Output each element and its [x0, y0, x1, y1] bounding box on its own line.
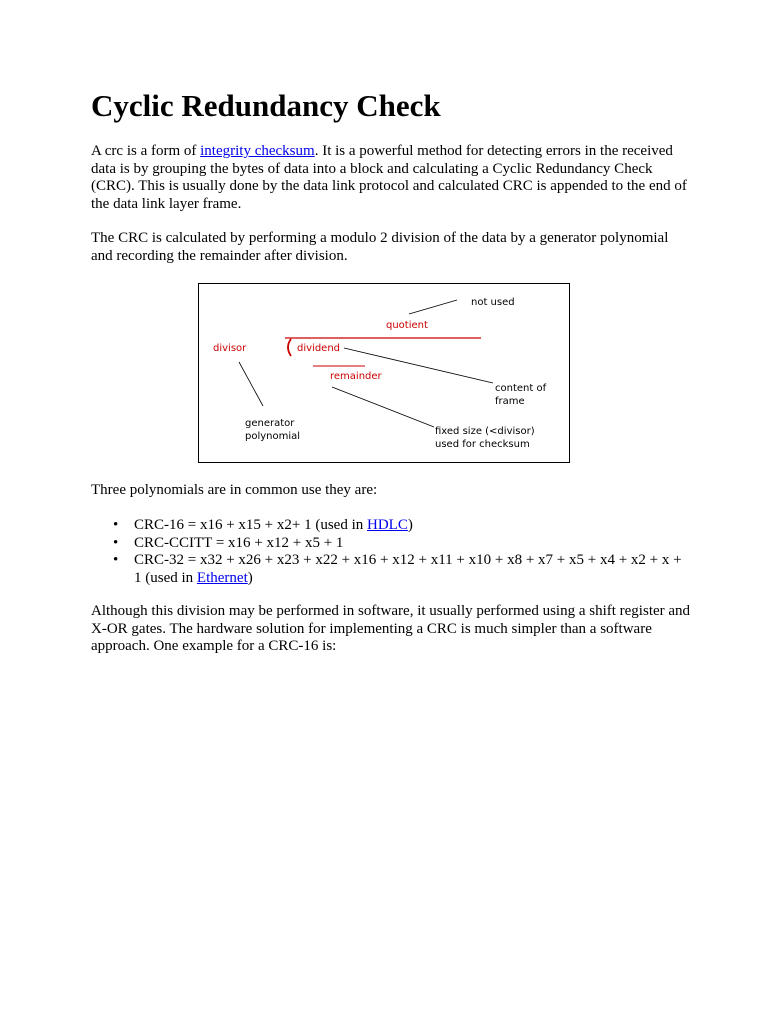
label-quotient: quotient — [386, 320, 428, 331]
crc32-close: ) — [247, 569, 253, 586]
label-divisor: divisor — [213, 343, 247, 354]
intro-text-after-link: . It is a powerful method for detecting errors in the received data is by grouping the bytes of data into a block and calculating a Cyclic Redundancy Check (CRC). This is usually done by the data link protocol and calculated CRC is appended to the end of the data link layer frame. — [91, 143, 687, 212]
intro-paragraph — [91, 143, 691, 213]
label-fixed-size — [435, 425, 535, 451]
generator-pointer — [239, 362, 263, 406]
label-generator-line2: polynomial — [245, 431, 301, 442]
not-used-pointer — [409, 300, 457, 314]
label-content-line1: content of — [495, 383, 547, 394]
fixed-size-pointer — [332, 387, 434, 427]
label-fixed-line2: used for checksum — [435, 439, 530, 450]
label-dividend: dividend — [297, 343, 341, 354]
crc16-close: ) — [407, 517, 413, 533]
bullet-icon: • — [113, 552, 119, 568]
crc16-text: CRC-16 = x16 + x15 + x2+ 1 (used in — [134, 517, 368, 533]
polynomial-list — [113, 517, 683, 587]
label-remainder: remainder — [330, 371, 382, 382]
division-bracket — [288, 339, 291, 356]
bullet-icon: • — [113, 517, 119, 533]
integrity-checksum-link[interactable]: integrity checksum — [200, 143, 315, 159]
ethernet-link[interactable]: Ethernet — [196, 569, 248, 586]
label-generator-line1: generator — [245, 418, 295, 429]
label-generator-polynomial — [245, 417, 300, 443]
polynomials-intro: Three polynomials are in common use they are: — [91, 482, 378, 498]
label-content-line2: frame — [495, 396, 525, 407]
list-item — [113, 535, 683, 553]
page-title: Cyclic Redundancy Check — [91, 88, 441, 123]
list-item — [113, 552, 683, 587]
ccitt-text: CRC-CCITT = x16 + x12 + x5 + 1 — [134, 534, 344, 551]
crc-calculation-paragraph: The CRC is calculated by performing a modulo 2 division of the data by a generator polynomial and recording the remainder after division. — [91, 230, 669, 264]
crc32-text: CRC-32 = x32 + x26 + x23 + x22 + x16 + x12 + x11 + x10 + x8 + x7 + x5 + x4 + x2 + x + 1 (used in — [134, 552, 682, 586]
label-fixed-line1: fixed size (<divisor) — [435, 426, 535, 437]
crc-division-diagram — [198, 283, 570, 463]
hdlc-link[interactable]: HDLC — [367, 517, 408, 533]
list-item — [113, 517, 683, 535]
hardware-paragraph: Although this division may be performed in software, it usually performed using a shift register and X-OR gates. The hardware solution for implementing a CRC is much simpler than a software approach. One example for a CRC-16 is: — [91, 603, 691, 654]
intro-text-before-link: A crc is a form of — [91, 143, 201, 159]
bullet-icon: • — [113, 534, 119, 551]
label-content-of-frame — [495, 382, 546, 408]
label-not-used: not used — [471, 297, 515, 308]
